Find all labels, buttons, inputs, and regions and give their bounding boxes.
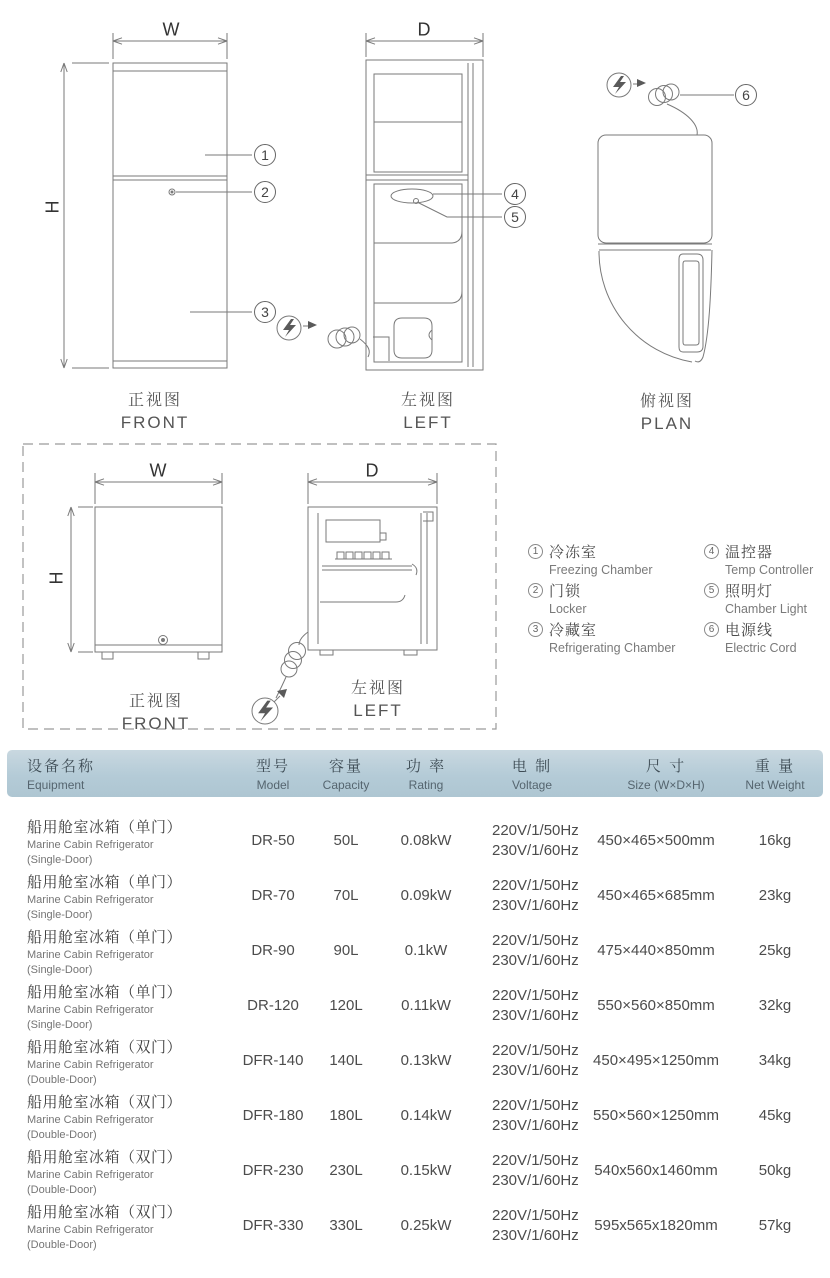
size-cell: 540x560x1460mm	[594, 1162, 718, 1179]
equipment-name-en: Marine Cabin Refrigerator	[27, 1168, 154, 1181]
legend-number-badge: 3	[528, 622, 543, 637]
caption-boxed-left	[351, 675, 405, 721]
equipment-door-type: (Single-Door)	[27, 1018, 93, 1031]
equipment-door-type: (Double-Door)	[27, 1183, 97, 1196]
weight-cell: 34kg	[758, 1052, 792, 1069]
rating-cell: 0.13kW	[400, 1052, 452, 1069]
voltage-line-1: 220V/1/50Hz	[492, 1206, 579, 1224]
boxed-power-plug-icon	[252, 689, 287, 724]
rating-cell: 0.11kW	[401, 997, 451, 1014]
table-header-cn: 尺 寸	[645, 758, 687, 775]
equipment-name-en: Marine Cabin Refrigerator	[27, 1223, 154, 1236]
table-header-en: Capacity	[322, 778, 370, 792]
caption-boxed-left-cn: 左视图	[350, 680, 406, 697]
legend-label-cn: 温控器	[725, 544, 774, 561]
size-cell: 450×495×1250mm	[593, 1052, 719, 1069]
equipment-name-cn: 船用舱室冰箱（单门）	[27, 983, 183, 1001]
legend-label-en: Electric Cord	[725, 641, 797, 655]
table-header-cell	[727, 755, 823, 792]
table-header-cell	[469, 755, 577, 792]
size-cell: 475×440×850mm	[597, 942, 715, 959]
caption-boxed-front-cn: 正视图	[128, 693, 184, 710]
equipment-door-type: (Double-Door)	[27, 1238, 97, 1251]
caption-top-plan-en: PLAN	[640, 414, 694, 433]
voltage-line-2: 230V/1/60Hz	[492, 951, 579, 969]
legend-label-en: Locker	[549, 602, 587, 616]
plan-view-drawing	[598, 73, 734, 362]
voltage-cell	[469, 1151, 577, 1191]
legend-label-cn: 冷藏室	[549, 622, 598, 639]
callout-6: 6	[735, 84, 757, 106]
legend-number-badge: 1	[528, 544, 543, 559]
table-header-cn: 设备名称	[27, 758, 96, 775]
left-view-drawing	[366, 33, 502, 370]
table-header-cn: 容量	[328, 758, 363, 775]
legend-item	[704, 541, 813, 580]
model-cell: DFR-330	[242, 1217, 304, 1234]
legend-item	[528, 580, 704, 619]
table-header-cell	[577, 755, 727, 792]
voltage-line-2: 230V/1/60Hz	[492, 1006, 579, 1024]
equipment-cell	[7, 1036, 237, 1086]
equipment-name-en: Marine Cabin Refrigerator	[27, 1058, 154, 1071]
capacity-cell: 120L	[329, 997, 363, 1014]
legend-label-cn: 照明灯	[725, 583, 774, 600]
callout-1: 1	[254, 144, 276, 166]
caption-top-front	[121, 387, 190, 433]
voltage-line-2: 230V/1/60Hz	[492, 1171, 579, 1189]
equipment-name-en: Marine Cabin Refrigerator	[27, 893, 154, 906]
caption-boxed-front	[122, 688, 191, 734]
caption-top-plan	[640, 388, 694, 434]
table-header-cell	[383, 755, 469, 792]
capacity-cell: 90L	[333, 942, 359, 959]
legend-label-en: Temp Controller	[725, 563, 814, 577]
capacity-cell: 330L	[329, 1217, 363, 1234]
capacity-cell: 180L	[329, 1107, 363, 1124]
model-cell: DR-90	[251, 942, 295, 959]
equipment-name-cn: 船用舱室冰箱（双门）	[27, 1148, 183, 1166]
table-header-cn: 功 率	[405, 758, 447, 775]
table-header-en: Voltage	[511, 778, 553, 792]
callout-3: 3	[254, 301, 276, 323]
equipment-name-cn: 船用舱室冰箱（双门）	[27, 1038, 183, 1056]
voltage-line-1: 220V/1/50Hz	[492, 986, 579, 1004]
callout-2: 2	[254, 181, 276, 203]
size-cell: 450×465×500mm	[597, 832, 715, 849]
equipment-cell	[7, 1146, 237, 1196]
equipment-door-type: (Double-Door)	[27, 1128, 97, 1141]
voltage-line-1: 220V/1/50Hz	[492, 1041, 579, 1059]
voltage-cell	[469, 876, 577, 916]
table-header-en: Equipment	[27, 778, 85, 792]
model-cell: DR-120	[247, 997, 299, 1014]
equipment-cell	[7, 816, 237, 866]
table-row	[7, 1143, 823, 1198]
equipment-door-type: (Double-Door)	[27, 1073, 97, 1086]
caption-top-front-cn: 正视图	[127, 392, 183, 409]
equipment-door-type: (Single-Door)	[27, 908, 93, 921]
caption-top-left	[401, 387, 455, 433]
equipment-name-en: Marine Cabin Refrigerator	[27, 1113, 154, 1126]
legend-number-badge: 6	[704, 622, 719, 637]
equipment-door-type: (Single-Door)	[27, 853, 93, 866]
table-header-en: Size (W×D×H)	[627, 778, 705, 792]
callout-4: 4	[504, 183, 526, 205]
capacity-cell: 230L	[329, 1162, 363, 1179]
table-header-en: Net Weight	[745, 778, 805, 792]
equipment-cell	[7, 1091, 237, 1141]
capacity-cell: 70L	[333, 887, 359, 904]
model-cell: DFR-230	[242, 1162, 304, 1179]
legend-item	[528, 619, 704, 658]
legend-label-cn: 冷冻室	[549, 544, 598, 561]
voltage-cell	[469, 1206, 577, 1246]
table-row	[7, 923, 823, 978]
equipment-cell	[7, 1201, 237, 1251]
legend-number-badge: 5	[704, 583, 719, 598]
rating-cell: 0.08kW	[400, 832, 452, 849]
voltage-line-2: 230V/1/60Hz	[492, 1061, 579, 1079]
equipment-name-cn: 船用舱室冰箱（单门）	[27, 873, 183, 891]
table-row	[7, 813, 823, 868]
caption-top-plan-cn: 俯视图	[639, 393, 695, 410]
table-header-cn: 电 制	[511, 758, 553, 775]
parts-legend	[528, 541, 813, 658]
size-cell: 595x565x1820mm	[594, 1217, 718, 1234]
equipment-door-type: (Single-Door)	[27, 963, 93, 976]
voltage-cell	[469, 1041, 577, 1081]
voltage-line-1: 220V/1/50Hz	[492, 1151, 579, 1169]
voltage-cell	[469, 931, 577, 971]
legend-number-badge: 4	[704, 544, 719, 559]
size-cell: 550×560×1250mm	[593, 1107, 719, 1124]
equipment-cell	[7, 926, 237, 976]
legend-item	[704, 580, 813, 619]
weight-cell: 25kg	[758, 942, 792, 959]
table-row	[7, 1033, 823, 1088]
voltage-cell	[469, 986, 577, 1026]
caption-boxed-front-en: FRONT	[121, 714, 191, 733]
table-row	[7, 868, 823, 923]
front-view-drawing	[61, 33, 252, 368]
callout-5: 5	[504, 206, 526, 228]
equipment-cell	[7, 871, 237, 921]
dashed-box	[23, 444, 496, 729]
rating-cell: 0.25kW	[400, 1217, 452, 1234]
table-row	[7, 1198, 823, 1253]
equipment-name-en: Marine Cabin Refrigerator	[27, 1003, 154, 1016]
equipment-name-cn: 船用舱室冰箱（单门）	[27, 818, 183, 836]
rating-cell: 0.09kW	[400, 887, 452, 904]
dim-w-boxed-front: W	[149, 460, 167, 481]
table-header-cell	[309, 755, 383, 792]
legend-item	[528, 541, 704, 580]
equipment-name-cn: 船用舱室冰箱（双门）	[27, 1093, 183, 1111]
rating-cell: 0.15kW	[400, 1162, 452, 1179]
model-cell: DFR-180	[242, 1107, 304, 1124]
rating-cell: 0.1kW	[404, 942, 448, 959]
boxed-front-view-drawing	[68, 473, 222, 659]
table-header-cn: 型号	[255, 758, 290, 775]
table-body	[7, 813, 823, 1253]
model-cell: DFR-140	[242, 1052, 304, 1069]
voltage-line-2: 230V/1/60Hz	[492, 1116, 579, 1134]
table-header-en: Rating	[408, 778, 444, 792]
equipment-name-cn: 船用舱室冰箱（双门）	[27, 1203, 183, 1221]
rating-cell: 0.14kW	[400, 1107, 452, 1124]
caption-top-left-cn: 左视图	[400, 392, 456, 409]
table-header-en: Model	[256, 778, 290, 792]
weight-cell: 45kg	[758, 1107, 792, 1124]
size-cell: 550×560×850mm	[597, 997, 715, 1014]
table-header	[7, 750, 823, 797]
voltage-line-1: 220V/1/50Hz	[492, 1096, 579, 1114]
model-cell: DR-70	[251, 887, 295, 904]
voltage-line-2: 230V/1/60Hz	[492, 841, 579, 859]
dim-h-boxed-front: H	[46, 571, 67, 585]
voltage-line-1: 220V/1/50Hz	[492, 876, 579, 894]
weight-cell: 16kg	[758, 832, 792, 849]
model-cell: DR-50	[251, 832, 295, 849]
table-header-cell	[7, 755, 237, 792]
voltage-line-2: 230V/1/60Hz	[492, 1226, 579, 1244]
equipment-name-cn: 船用舱室冰箱（单门）	[27, 928, 183, 946]
dim-d-boxed-left: D	[365, 460, 379, 481]
dim-h-top-front: H	[42, 200, 63, 214]
table-row	[7, 1088, 823, 1143]
equipment-name-en: Marine Cabin Refrigerator	[27, 838, 154, 851]
weight-cell: 32kg	[758, 997, 792, 1014]
power-cord-icon	[277, 316, 369, 357]
table-row	[7, 978, 823, 1033]
caption-top-left-en: LEFT	[403, 413, 453, 432]
legend-label-en: Freezing Chamber	[549, 563, 653, 577]
voltage-line-2: 230V/1/60Hz	[492, 896, 579, 914]
legend-label-cn: 门锁	[549, 583, 582, 600]
table-header-cn: 重 量	[754, 758, 796, 775]
boxed-left-view-drawing	[276, 473, 437, 698]
legend-item	[704, 619, 813, 658]
size-cell: 450×465×685mm	[597, 887, 715, 904]
caption-top-front-en: FRONT	[120, 413, 190, 432]
legend-label-cn: 电源线	[725, 622, 774, 639]
capacity-cell: 50L	[333, 832, 359, 849]
weight-cell: 23kg	[758, 887, 792, 904]
dim-d-top-left: D	[417, 19, 431, 40]
caption-boxed-left-en: LEFT	[353, 701, 403, 720]
voltage-line-1: 220V/1/50Hz	[492, 821, 579, 839]
table-header-cell	[237, 755, 309, 792]
voltage-cell	[469, 821, 577, 861]
legend-label-en: Refrigerating Chamber	[549, 641, 676, 655]
capacity-cell: 140L	[329, 1052, 363, 1069]
voltage-cell	[469, 1096, 577, 1136]
equipment-name-en: Marine Cabin Refrigerator	[27, 948, 154, 961]
voltage-line-1: 220V/1/50Hz	[492, 931, 579, 949]
equipment-cell	[7, 981, 237, 1031]
weight-cell: 57kg	[758, 1217, 792, 1234]
dim-w-top-front: W	[162, 19, 180, 40]
legend-label-en: Chamber Light	[725, 602, 807, 616]
weight-cell: 50kg	[758, 1162, 792, 1179]
legend-number-badge: 2	[528, 583, 543, 598]
